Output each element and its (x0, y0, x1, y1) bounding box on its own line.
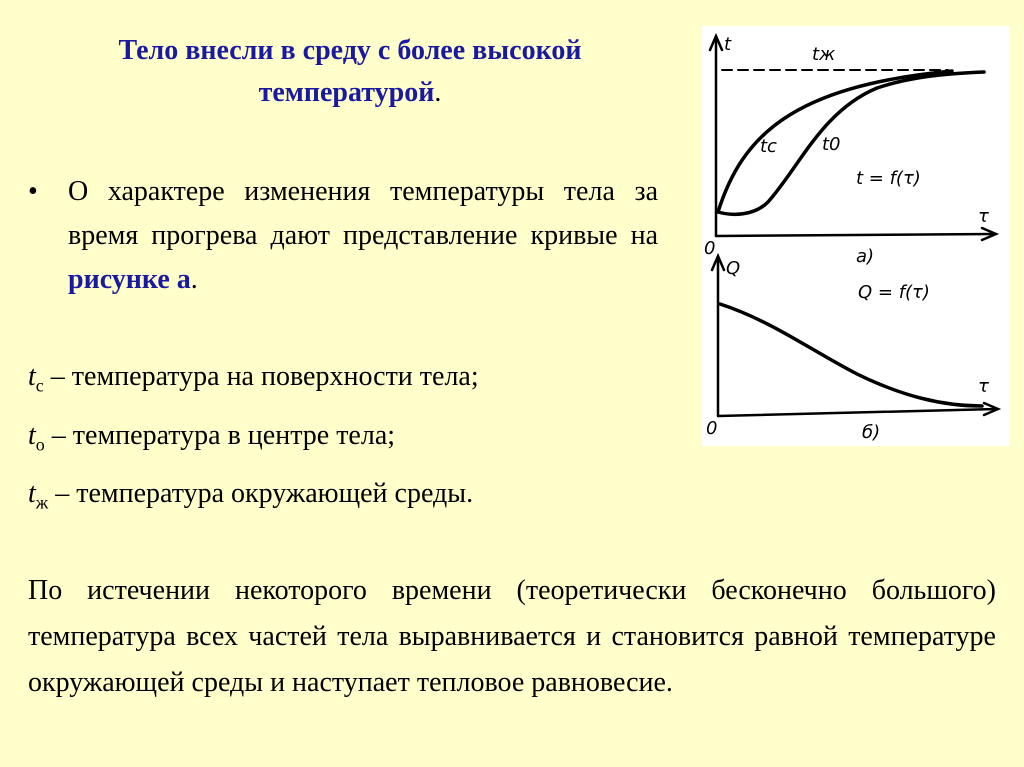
definition-text: – температура в центре тела; (44, 419, 396, 451)
slide-title-period: . (434, 77, 442, 108)
figure-reference: рисунке а (68, 264, 191, 295)
top-panel-label: а) (856, 246, 875, 267)
bullet-marker: • (28, 176, 38, 207)
top-function-label: t = f(τ) (856, 168, 921, 189)
temperature-heat-figure (702, 26, 1010, 446)
definition-subscript: с (35, 375, 44, 396)
bottom-panel-label: б) (862, 422, 881, 443)
ambient-label: tж (812, 44, 836, 65)
bottom-function-label: Q = f(τ) (858, 282, 930, 303)
definition-text: – температура окружающей среды. (48, 478, 474, 510)
top-origin-label: 0 (704, 238, 716, 259)
definition-center (28, 411, 479, 470)
bullet-point (28, 170, 658, 302)
definition-subscript: о (35, 434, 45, 455)
definition-symbol: t (28, 361, 36, 392)
surface-curve-label: tс (760, 136, 777, 157)
bottom-x-axis (718, 409, 996, 416)
heat-flow-curve (720, 304, 982, 406)
definition-text: – температура на поверхности тела; (43, 361, 479, 392)
definition-symbol: t (28, 419, 36, 451)
figure-svg (702, 26, 1010, 446)
center-temperature-curve (718, 72, 984, 214)
slide-title (40, 30, 660, 114)
bottom-origin-label: 0 (706, 418, 718, 439)
bottom-x-axis-label: τ (978, 376, 989, 397)
top-y-axis-label: t (724, 34, 732, 55)
definition-ambient (28, 469, 479, 528)
slide-title-text: Тело внесли в среду с более высокой температурой (118, 35, 582, 108)
bottom-y-axis-label: Q (726, 258, 741, 279)
definition-surface (28, 352, 479, 411)
bullet-text-before: О характере изменения температуры тела за время прогрева дают представление кривые на (68, 176, 658, 251)
definition-subscript: ж (35, 492, 49, 513)
definitions-list (28, 352, 479, 528)
definition-symbol: t (28, 478, 36, 510)
bullet-text-after: . (190, 264, 198, 295)
top-x-axis-label: τ (978, 206, 989, 227)
top-x-axis (716, 234, 994, 236)
center-curve-label: t0 (822, 134, 841, 155)
bullet-text (68, 170, 658, 302)
conclusion-paragraph: По истечении некоторого времени (теоретически бесконечно большого) температура всех частей тела выравнивается и становится равной температуре окружающей среды и наступает тепловое равновесие. (28, 575, 996, 698)
